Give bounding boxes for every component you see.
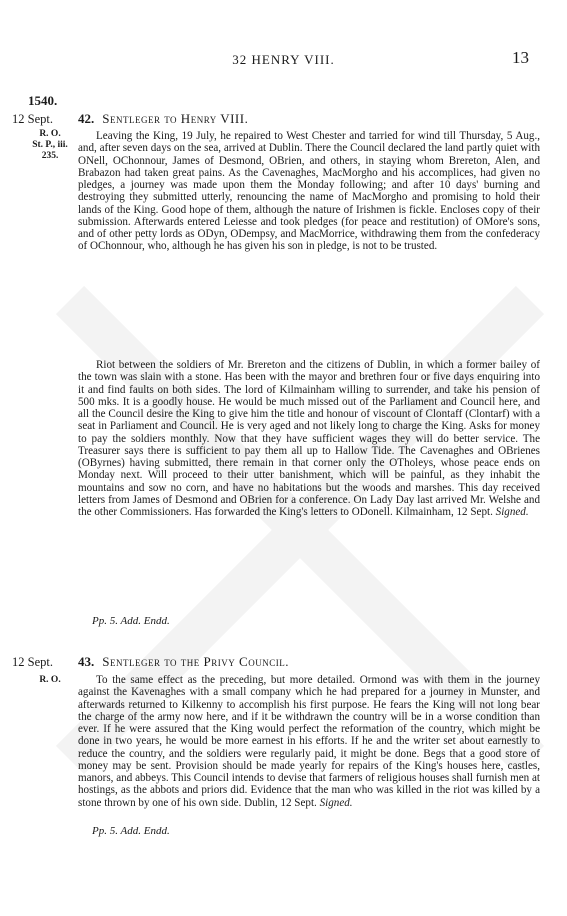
ref-line: St. P., iii. (32, 140, 68, 150)
entry-title (78, 111, 248, 127)
entry-date: 12 Sept. (12, 655, 53, 669)
entry-paragraph (78, 359, 540, 518)
ref-line: R. O. (39, 675, 61, 685)
entry-paragraph (78, 674, 540, 809)
paragraph-text: Riot between the soldiers of Mr. Brereton and the citizens of Dublin, in which a former bailey of the town was slain with a stone. Has been with the mayor and brethren four or five days enquiring into it and find faults on both sides. The lord of Kilmainham willing to surrender, and take his pension of 500 mks. It is a goodly house. He would be much missed out of the Parliament and Council here, and all the Council desire the King to give him the title and honour of viscount of Clontaff (Clontarf) with a seat in Parliament and Council. He is very aged and not likely long to charge the King. Asks for money to pay the soldiers monthly. Now that they have sufficient wages they will do better service. The Treasurer says there is sufficient to pay them all up to Hallow Tide. The Cavenaghes and OBrienes (OByrnes) having submitted, there remain in that corner only the OTholeys, whose peace ends on Monday next. Will proceed to their utter banishment, which will be painful, as they inhabit the mountains and sow no corn, and have no habitations but the woods and marshes. This day received letters from James of Desmond and OBrien for a conference. On Lady Day last arrived Mr. Welshe and the other Commissioners. Has forwarded the King's letters to ODonell. Kilmainham, 12 Sept. (78, 359, 540, 518)
ref-line: R. O. (39, 129, 61, 139)
page-note: Pp. 5. Add. Endd. (92, 615, 170, 627)
page-note: Pp. 5. Add. Endd. (92, 825, 170, 837)
paragraph-text: To the same effect as the preceding, but more detailed. Ormond was with them in the journey against the Kavenaghes with a small company which he had prepared for a journey in Munster, and afterwards returned to Kilkenny to accomplish his first purpose. He fears the King will not long bear the charge of the army now here, and if it be withdrawn the country will be in a worse condition than ever. If he were assured that the King would perfect the reformation of the country, which might be done in two years, he would be more earnest in his efforts. If he and the writer set about earnestly to reduce the country, and the soldiers were regularly paid, it might be done. Begs that a good store of money may be sent. Provision should be made yearly for repairs of the King's houses here, castles, manors, and abbeys. This Council intends to devise that farmers of religious houses shall furnish men at hostings, as the abbots and priors did. Evidence that the man who was killed in the riot was killed by a stone thrown by one of his own side. Dublin, 12 Sept. (78, 674, 540, 809)
ref-line: 235. (41, 151, 59, 161)
source-reference (28, 675, 72, 686)
entry-title (78, 654, 289, 670)
entry-heading: Sentleger to the Privy Council. (102, 654, 289, 669)
running-title: 32 HENRY VIII. (232, 52, 335, 67)
signed-note: Signed. (319, 796, 353, 809)
source-reference (28, 129, 72, 162)
entry-heading: Sentleger to Henry VIII. (102, 111, 249, 126)
entry-number: 42. (78, 111, 95, 126)
signed-note: Signed. (495, 506, 529, 518)
entry-date: 12 Sept. (12, 112, 53, 126)
entry-paragraph: Leaving the King, 19 July, he repaired to West Chester and tarried for wind till Thursday, 5 Aug., and, after seven days on the sea, arrived at Dublin. There the Council declared the land partly quiet with ONell, OChonnour, James of Desmond, OBrien, and others, in staying whom Brereton, Alen, and Brabazon had taken great pains. As the Cavenaghes, MacMorgho and his accomplices, had given no pledges, a journey was made upon them the Monday following; and after 10 days' burning and destroying they submitted utterly, renouncing the name of MacMorgho and promising to hold their lands of the King. Good hope of them, although the nature of Irishmen is fickle. Encloses copy of their submission. Afterwards entered Leiesse and took pledges (for peace and restitution) of OMore's sons, and of other petty lords as ODyn, ODempsy, and MacMorrice, withdrawing them from the confederacy of OChonnour, who, although he has given his son in pledge, is not to be trusted. (78, 130, 540, 253)
entry-number: 43. (78, 654, 95, 669)
year-label: 1540. (28, 93, 58, 108)
page-number: 13 (512, 48, 529, 67)
